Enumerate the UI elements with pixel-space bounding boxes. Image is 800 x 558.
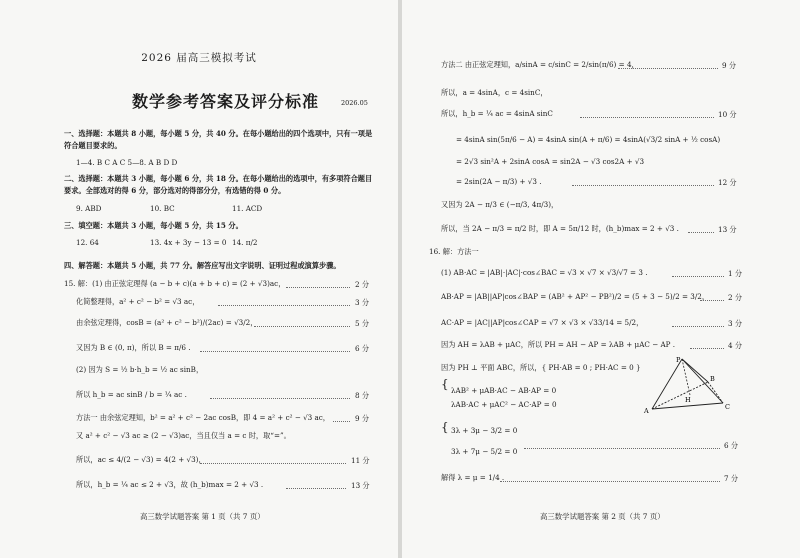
section-3-title: 三、填空题：本题共 3 小题，每小题 5 分，共 15 分。 xyxy=(64,221,243,230)
dot-leader xyxy=(200,351,350,352)
score-mark: 7 分 xyxy=(724,474,739,483)
q15-line-6: 所以 h_b = ac sinB / b = ¼ ac . xyxy=(76,390,187,399)
dot-leader xyxy=(210,398,350,399)
vertex-label-p: P xyxy=(676,356,681,364)
dot-leader xyxy=(254,326,350,327)
dot-leader xyxy=(286,488,346,489)
dot-leader xyxy=(672,276,724,277)
page-title: 数学参考答案及评分标准 xyxy=(132,92,320,111)
q15-line-2: 化简整理得，a² + c² − b² = √3 ac， xyxy=(76,297,200,306)
score-mark: 1 分 xyxy=(728,269,743,278)
score-mark: 2 分 xyxy=(728,293,743,302)
method-2-line-4: = 4sinA sin(5π/6 − A) = 4sinA sin(A + π/6) = 4sinA(√3/2 sinA + ½ cosA) xyxy=(456,135,721,144)
score-mark: 6 分 xyxy=(724,441,739,450)
section-1-title: 一、选择题：本题共 8 小题，每小题 5 分，共 40 分。在每小题给出的四个选项中，只有一项是 xyxy=(64,129,373,138)
q16-line-5: 因为 PH ⊥ 平面 ABC，所以，{ PH·AB = 0 ; PH·AC = 0 } xyxy=(441,363,641,372)
answer-9: 9. ABD xyxy=(76,204,102,213)
method-2-line-7: 又因为 2A − π/3 ∈ (−π/3, 4π/3)， xyxy=(441,200,559,209)
score-mark: 12 分 xyxy=(718,178,737,187)
q16-line-4: 因为 AH = λAB + μAC，所以 PH = AH − AP = λAB + μAC − AP . xyxy=(441,340,676,349)
section-4-title: 四、解答题：本题共 5 小题，共 77 分。解答应写出文字说明、证明过程或演算步骤。 xyxy=(64,261,341,270)
dot-leader xyxy=(580,117,714,118)
brace: { xyxy=(441,377,449,391)
score-mark: 13 分 xyxy=(718,225,737,234)
q15-line-7: 方法一 由余弦定理知，b² = a² + c² − 2ac cosB，即 4 = a² + c² − √3 ac， xyxy=(76,413,330,422)
method-2-line-5: = 2√3 sin²A + 2sinA cosA = sin2A − √3 cos2A + √3 xyxy=(456,157,645,166)
method-2-line-6: = 2sin(2A − π/3) + √3 . xyxy=(456,177,542,186)
q15-line-10: 所以，h_b = ¼ ac ≤ 2 + √3，故 (h_b)max = 2 + √3 . xyxy=(76,480,264,489)
score-mark: 3 分 xyxy=(728,319,743,328)
section-2-title: 二、选择题：本题共 3 小题，每小题 6 分，共 18 分。在每小题给出的选项中，有多项符合题目 xyxy=(64,174,373,183)
score-mark: 3 分 xyxy=(355,298,370,307)
dot-leader xyxy=(690,348,724,349)
method-2-line-3: 所以，h_b = ¼ ac = 4sinA sinC xyxy=(441,109,553,118)
method-2-line-2: 所以，a = 4sinA，c = 4sinC， xyxy=(441,88,548,97)
q16-line-3: AC·AP = |AC||AP|cos∠CAP = √7 × √3 × √33/14 = 5/2， xyxy=(441,318,644,327)
answer-13: 13. 4x + 3y − 13 = 0 xyxy=(150,238,227,247)
score-mark: 4 分 xyxy=(728,341,743,350)
q15-line-9: 所以，ac ≤ 4/(2 − √3) = 4(2 + √3)， xyxy=(76,455,206,464)
vertex-label-c: C xyxy=(725,403,730,411)
score-mark: 8 分 xyxy=(355,391,370,400)
dot-leader xyxy=(218,305,350,306)
dot-leader xyxy=(286,287,350,288)
q16-line-2: AB·AP = |AB||AP|cos∠BAP = (AB² + AP² − PB²)/2 = (5 + 3 − 5)/2 = 3/2， xyxy=(441,292,710,301)
q16-system-1b: λAB·AC + μAC² − AC·AP = 0 xyxy=(451,400,557,409)
q15-line-3: 由余弦定理得，cosB = (a² + c² − b²)/(2ac) = √3/2， xyxy=(76,318,258,327)
method-2-line-1: 方法二 由正弦定理知，a/sinA = c/sinC = 2/sin(π/6) = 4， xyxy=(441,60,639,69)
q15-line-5: (2) 因为 S = ½ b·h_b = ½ ac sinB， xyxy=(76,365,204,374)
dot-leader xyxy=(333,421,350,422)
exam-title: 2026 届高三模拟考试 xyxy=(141,52,257,64)
score-mark: 5 分 xyxy=(355,319,370,328)
vertex-label-a: A xyxy=(644,407,649,415)
dot-leader xyxy=(700,300,724,301)
score-mark: 9 分 xyxy=(722,61,737,70)
dot-leader xyxy=(688,232,714,233)
score-mark: 10 分 xyxy=(718,110,737,119)
answer-10: 10. BC xyxy=(150,204,175,213)
dot-leader xyxy=(200,463,346,464)
foot-label-h: H xyxy=(685,396,691,404)
score-mark: 6 分 xyxy=(355,344,370,353)
vertex-label-b: B xyxy=(710,375,715,383)
exam-date: 2026.05 xyxy=(341,99,368,107)
brace: { xyxy=(441,420,449,434)
dot-leader xyxy=(524,448,720,449)
score-mark: 2 分 xyxy=(355,280,370,289)
page-footer: 高三数学试题答案 第 2 页（共 7 页） xyxy=(540,512,665,521)
answer-12: 12. 64 xyxy=(76,238,99,247)
q16-system-1a: λAB² + μAB·AC − AB·AP = 0 xyxy=(451,386,557,395)
dot-leader xyxy=(500,481,720,482)
score-mark: 11 分 xyxy=(351,456,370,465)
method-2-line-8: 所以，当 2A − π/3 = π/2 时，即 A = 5π/12 时，(h_b)max = 2 + √3 . xyxy=(441,224,679,233)
q16-system-2b: 3λ + 7μ − 5/2 = 0 xyxy=(451,447,518,456)
q15-line-1: 15. 解：(1) 由正弦定理得 (a − b + c)(a + b + c) = (2 + √3)ac， xyxy=(64,279,286,288)
q15-line-8: 又 a² + c² − √3 ac ≥ (2 − √3)ac，当且仅当 a = c 时，取“=”。 xyxy=(76,431,291,440)
score-mark: 13 分 xyxy=(351,481,370,490)
section-2-title-cont: 要求。全部选对的得 6 分，部分选对的得部分分，有选错的得 0 分。 xyxy=(64,186,286,195)
q16-system-2a: 3λ + 3μ − 3/2 = 0 xyxy=(451,426,518,435)
dot-leader xyxy=(618,68,718,69)
dot-leader xyxy=(672,326,724,327)
section-1-title-cont: 符合题目要求的。 xyxy=(64,141,122,150)
q16-title: 16. 解：方法一 xyxy=(429,247,479,256)
tetrahedron-figure xyxy=(630,355,736,417)
dot-leader xyxy=(572,185,714,186)
score-mark: 9 分 xyxy=(355,414,370,423)
q15-line-4: 又因为 B ∈ (0, π)，所以 B = π/6 . xyxy=(76,343,191,352)
section-1-answers: 1—4. B C A C 5—8. A B D D xyxy=(76,158,178,167)
page-footer: 高三数学试题答案 第 1 页（共 7 页） xyxy=(140,512,265,521)
q16-line-1: (1) AB·AC = |AB|·|AC|·cos∠BAC = √3 × √7 × √3/√7 = 3 . xyxy=(441,268,648,277)
answer-11: 11. ACD xyxy=(232,204,263,213)
q16-line-6: 解得 λ = μ = 1/4 . xyxy=(441,473,505,482)
answer-14: 14. π/2 xyxy=(232,238,258,247)
